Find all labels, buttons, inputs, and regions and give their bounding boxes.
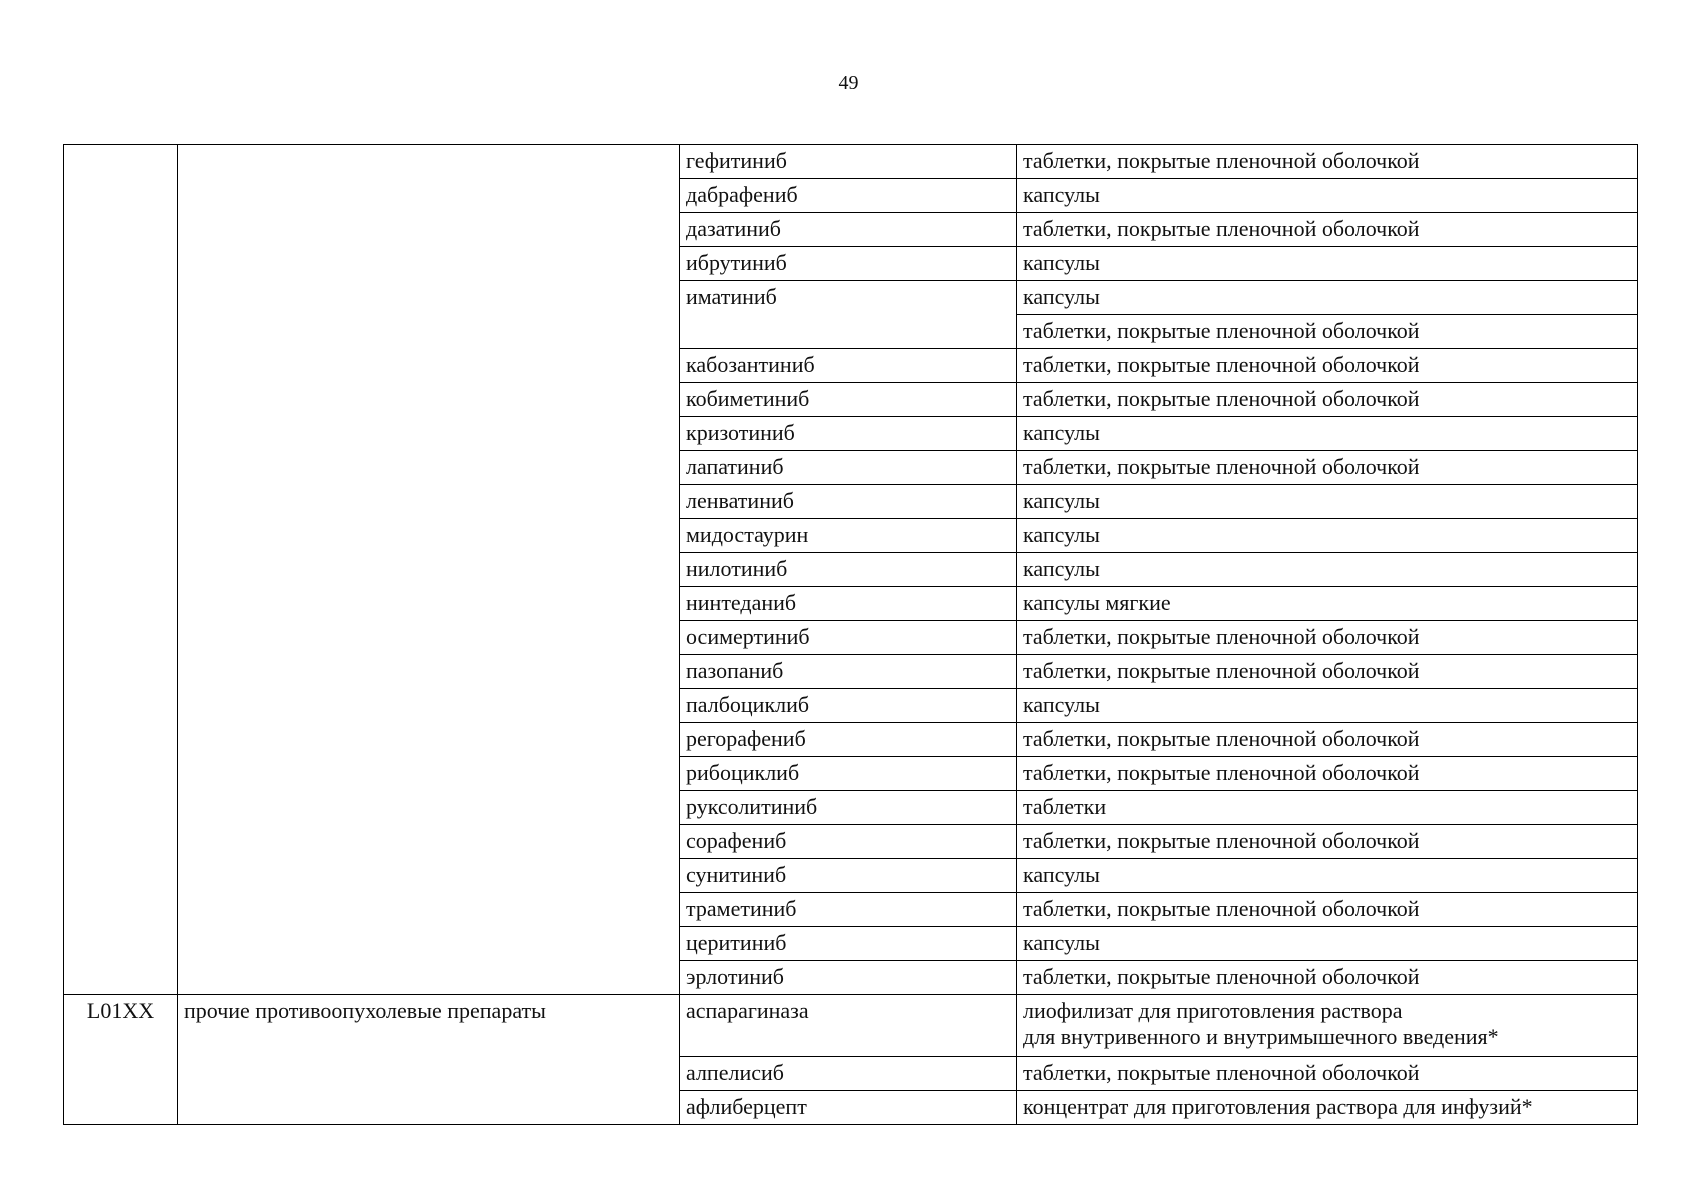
dosage-form-cell: таблетки, покрытые пленочной оболочкой — [1017, 621, 1638, 655]
drug-name-cell: траметиниб — [680, 893, 1017, 927]
dosage-form-line: лиофилизат для приготовления раствора — [1023, 998, 1403, 1023]
dosage-form-cell: таблетки, покрытые пленочной оболочкой — [1017, 825, 1638, 859]
dosage-form-cell: таблетки, покрытые пленочной оболочкой — [1017, 315, 1638, 349]
drug-name-cell: дабрафениб — [680, 179, 1017, 213]
drug-name-cell: лапатиниб — [680, 451, 1017, 485]
group-name-cell — [178, 145, 680, 995]
medication-table — [63, 144, 1638, 1125]
dosage-form-cell: капсулы — [1017, 485, 1638, 519]
drug-name-cell: мидостаурин — [680, 519, 1017, 553]
drug-name-cell: церитиниб — [680, 927, 1017, 961]
drug-name-cell: эрлотиниб — [680, 961, 1017, 995]
dosage-form-cell: капсулы — [1017, 859, 1638, 893]
drug-name-cell: руксолитиниб — [680, 791, 1017, 825]
drug-name-cell: алпелисиб — [680, 1057, 1017, 1091]
dosage-form-cell: таблетки, покрытые пленочной оболочкой — [1017, 349, 1638, 383]
drug-name-cell: кабозантиниб — [680, 349, 1017, 383]
dosage-form-cell: таблетки — [1017, 791, 1638, 825]
drug-name-cell: ленватиниб — [680, 485, 1017, 519]
dosage-form-cell: капсулы — [1017, 417, 1638, 451]
table-body — [64, 145, 1638, 1125]
atc-code-cell: L01XX — [64, 995, 178, 1125]
dosage-form-cell: таблетки, покрытые пленочной оболочкой — [1017, 1057, 1638, 1091]
dosage-form-cell: капсулы — [1017, 927, 1638, 961]
dosage-form-cell: таблетки, покрытые пленочной оболочкой — [1017, 723, 1638, 757]
dosage-form-cell: капсулы — [1017, 519, 1638, 553]
dosage-form-cell: концентрат для приготовления раствора для инфузий* — [1017, 1091, 1638, 1125]
dosage-form-cell: таблетки, покрытые пленочной оболочкой — [1017, 757, 1638, 791]
drug-name-cell: гефитиниб — [680, 145, 1017, 179]
dosage-form-cell — [1017, 995, 1638, 1057]
drug-name-cell: рибоциклиб — [680, 757, 1017, 791]
table-row — [64, 995, 1638, 1057]
drug-name-cell: ибрутиниб — [680, 247, 1017, 281]
dosage-form-cell: таблетки, покрытые пленочной оболочкой — [1017, 383, 1638, 417]
dosage-form-cell: таблетки, покрытые пленочной оболочкой — [1017, 451, 1638, 485]
drug-name-cell: нинтеданиб — [680, 587, 1017, 621]
atc-code-cell — [64, 145, 178, 995]
dosage-form-cell: таблетки, покрытые пленочной оболочкой — [1017, 961, 1638, 995]
dosage-form-cell: таблетки, покрытые пленочной оболочкой — [1017, 145, 1638, 179]
dosage-form-cell: таблетки, покрытые пленочной оболочкой — [1017, 655, 1638, 689]
drug-name-cell: кобиметиниб — [680, 383, 1017, 417]
dosage-form-cell: капсулы — [1017, 553, 1638, 587]
dosage-form-cell: капсулы — [1017, 247, 1638, 281]
dosage-form-cell: капсулы — [1017, 281, 1638, 315]
dosage-form-cell: капсулы мягкие — [1017, 587, 1638, 621]
drug-name-cell: сорафениб — [680, 825, 1017, 859]
drug-name-cell: афлиберцепт — [680, 1091, 1017, 1125]
drug-name-cell: кризотиниб — [680, 417, 1017, 451]
dosage-form-cell: капсулы — [1017, 179, 1638, 213]
dosage-form-line: для внутривенного и внутримышечного введения* — [1023, 1024, 1499, 1049]
table-row — [64, 145, 1638, 179]
drug-name-cell: дазатиниб — [680, 213, 1017, 247]
dosage-form-cell: таблетки, покрытые пленочной оболочкой — [1017, 893, 1638, 927]
drug-name-cell: регорафениб — [680, 723, 1017, 757]
page-number: 49 — [838, 72, 859, 94]
drug-name-cell: палбоциклиб — [680, 689, 1017, 723]
drug-name-cell: осимертиниб — [680, 621, 1017, 655]
drug-name-cell: сунитиниб — [680, 859, 1017, 893]
dosage-form-cell: таблетки, покрытые пленочной оболочкой — [1017, 213, 1638, 247]
drug-name-cell: пазопаниб — [680, 655, 1017, 689]
group-name-cell: прочие противоопухолевые препараты — [178, 995, 680, 1125]
drug-name-cell: аспарагиназа — [680, 995, 1017, 1057]
drug-name-cell: иматиниб — [680, 281, 1017, 349]
dosage-form-cell: капсулы — [1017, 689, 1638, 723]
drug-name-cell: нилотиниб — [680, 553, 1017, 587]
